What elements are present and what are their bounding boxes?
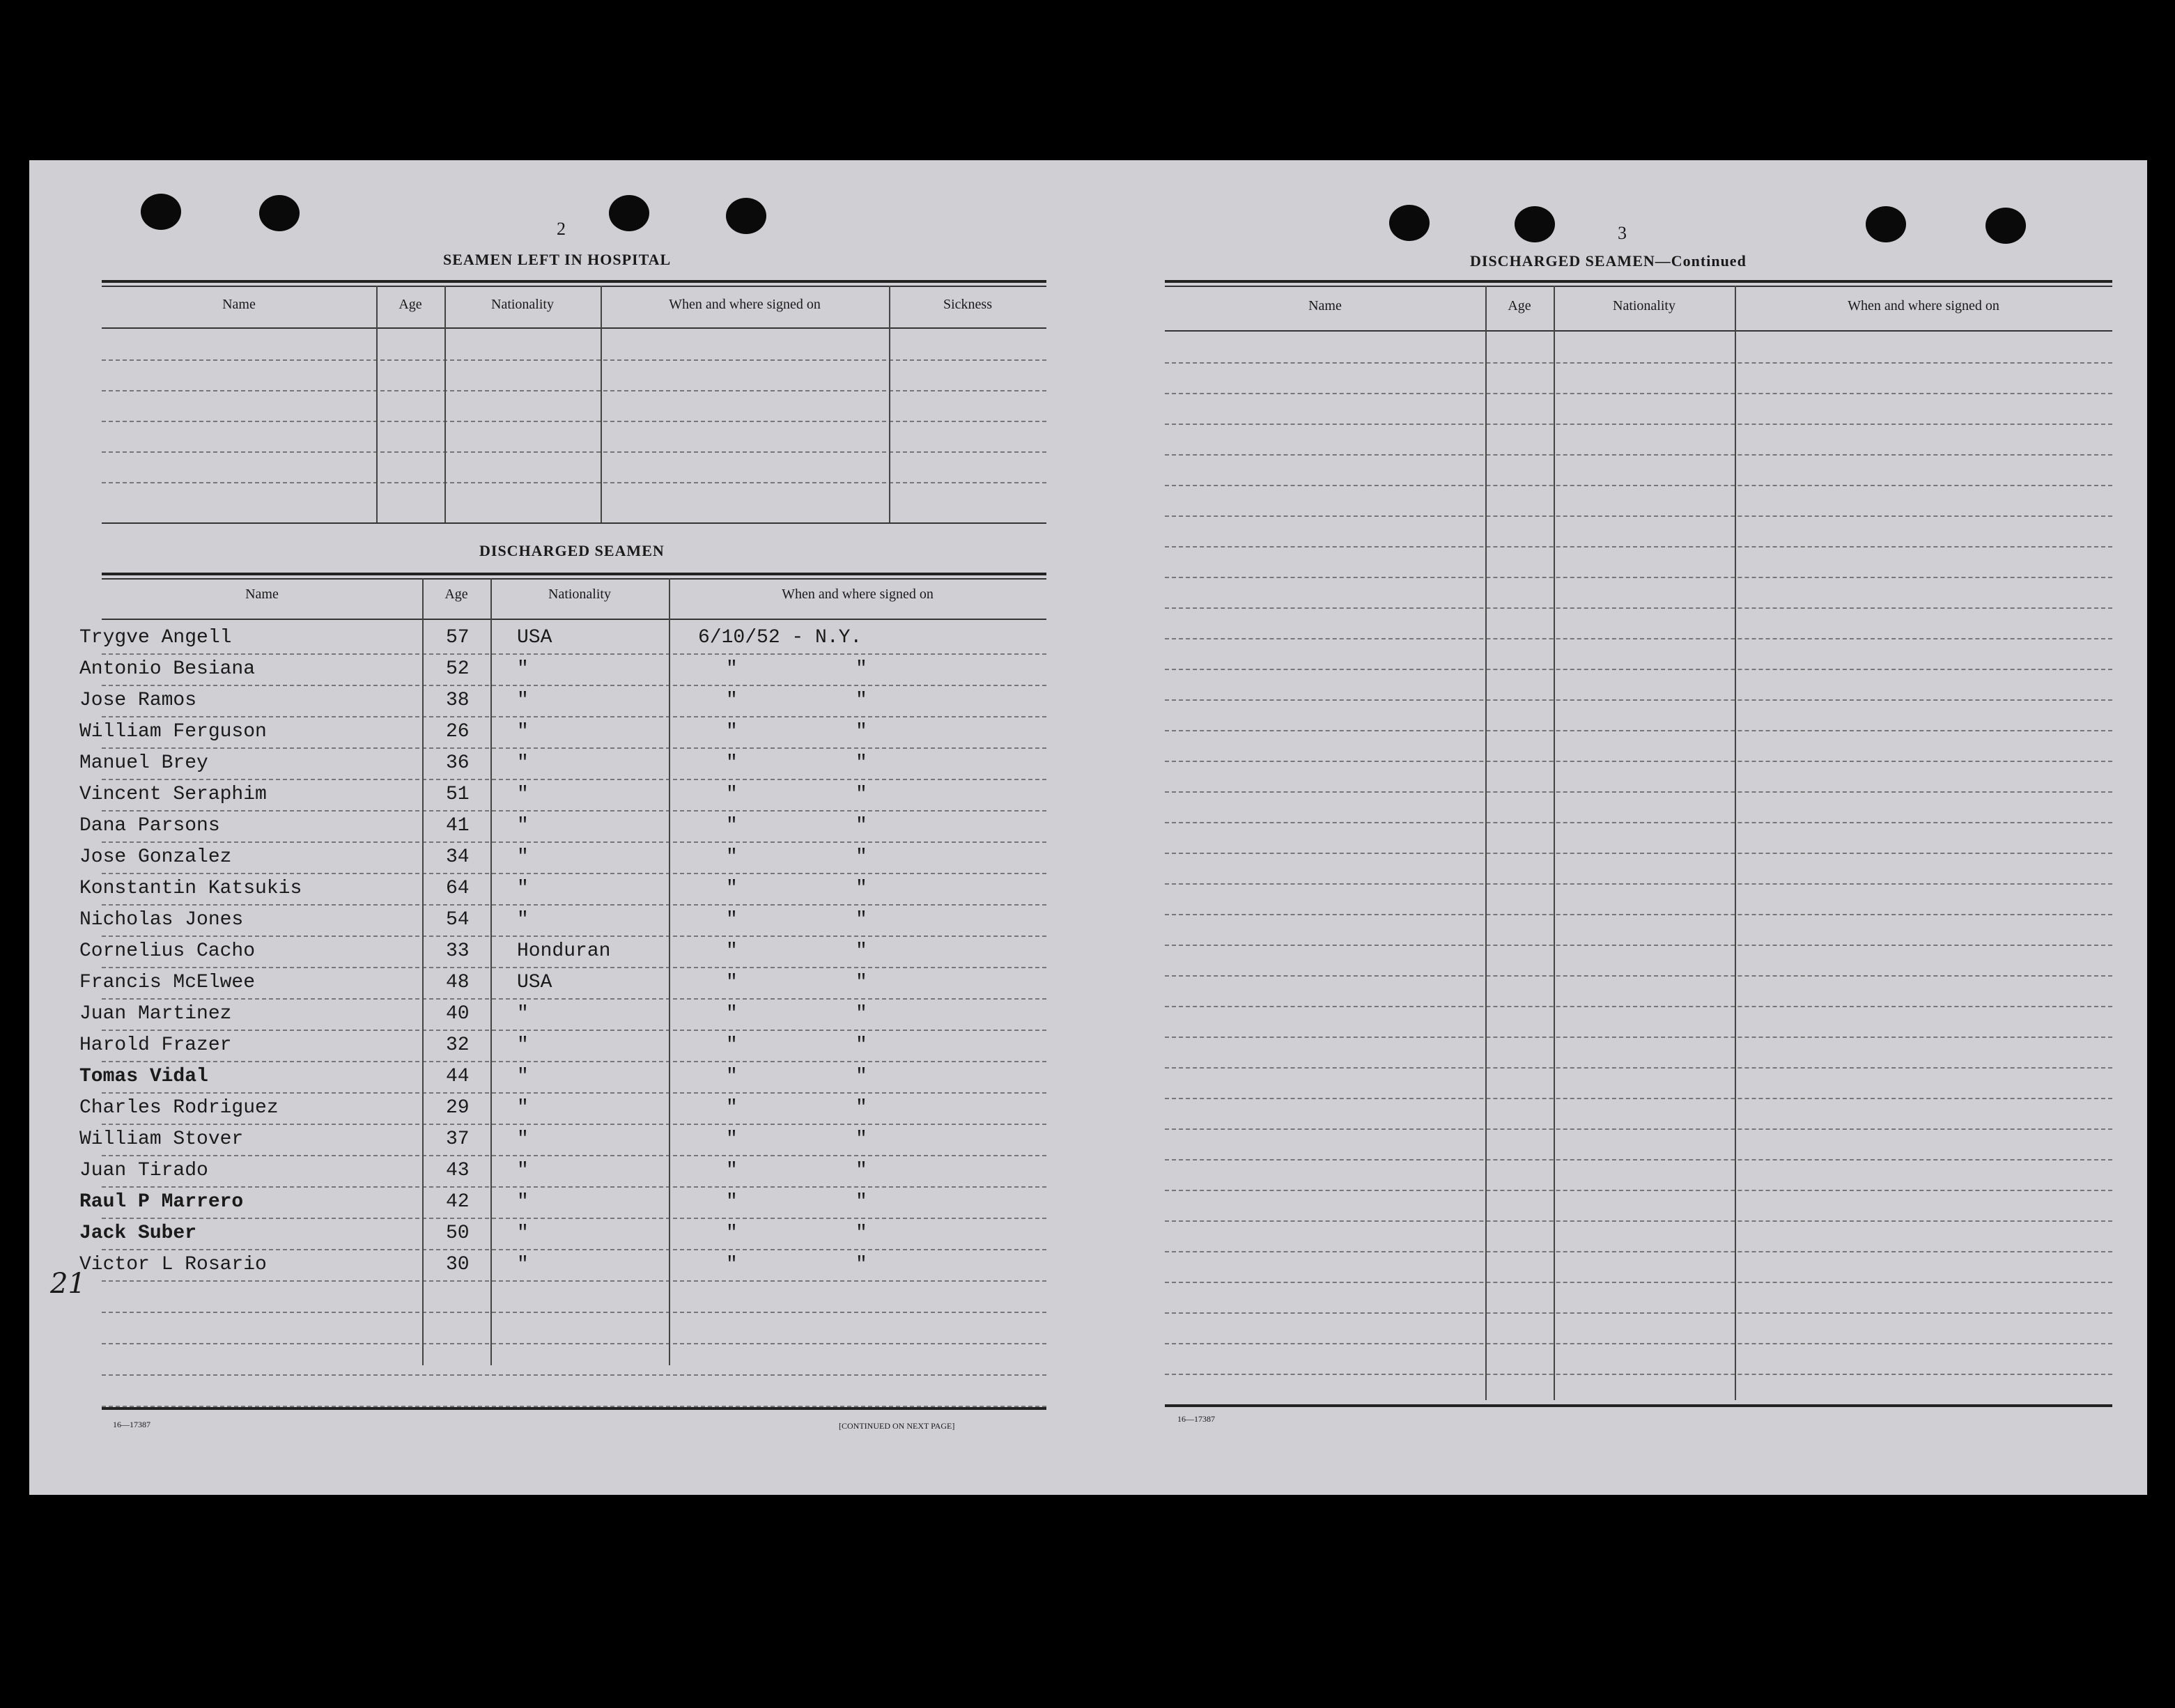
row-rule (102, 1124, 1046, 1125)
row-signed-ditto: " (856, 1222, 867, 1244)
rule (102, 619, 1046, 620)
row-rule (1165, 853, 2112, 854)
row-rule (102, 935, 1046, 937)
row-age: 29 (446, 1097, 470, 1119)
row-signed: " (726, 972, 738, 993)
row-nationality: " (517, 1222, 529, 1244)
row-name: Charles Rodriguez (79, 1097, 279, 1119)
row-signed: " (726, 1128, 738, 1150)
row-age: 41 (446, 815, 470, 837)
row-age: 36 (446, 752, 470, 774)
rule (102, 327, 1046, 329)
row-rule (102, 747, 1046, 749)
right-col-signed: When and where signed on (1848, 298, 1999, 313)
row-signed: " (726, 1191, 738, 1213)
punch-hole (1389, 205, 1430, 241)
row-age: 44 (446, 1066, 470, 1087)
page-number-left: 2 (557, 219, 566, 239)
row-rule (102, 1030, 1046, 1031)
row-nationality: " (517, 815, 529, 837)
rule (102, 1407, 1046, 1410)
row-age: 33 (446, 940, 470, 962)
row-rule (102, 1343, 1046, 1344)
row-rule (102, 1218, 1046, 1219)
rule (102, 390, 1046, 391)
row-name: Tomas Vidal (79, 1066, 208, 1087)
row-signed: " (726, 1034, 738, 1056)
continued-note: [CONTINUED ON NEXT PAGE] (839, 1421, 955, 1431)
document-page (29, 160, 2147, 1495)
row-signed: " (726, 815, 738, 837)
row-rule (102, 1249, 1046, 1250)
hospital-col-age: Age (398, 297, 422, 312)
col-divider (1485, 286, 1487, 1400)
row-age: 26 (446, 721, 470, 743)
row-signed-ditto: " (856, 909, 867, 931)
row-rule (102, 1312, 1046, 1313)
row-rule (1165, 1374, 2112, 1375)
row-rule (1165, 699, 2112, 701)
punch-hole (1866, 206, 1906, 242)
row-signed-ditto: " (856, 1003, 867, 1025)
row-name: William Ferguson (79, 721, 267, 743)
row-nationality: " (517, 658, 529, 680)
row-name: Francis McElwee (79, 972, 256, 993)
col-divider (889, 286, 890, 522)
col-divider (1735, 286, 1736, 1400)
row-age: 32 (446, 1034, 470, 1056)
row-rule (1165, 1343, 2112, 1344)
row-nationality: " (517, 1160, 529, 1181)
punch-hole (1986, 208, 2026, 244)
row-nationality: " (517, 878, 529, 899)
row-age: 52 (446, 658, 470, 680)
rule (102, 451, 1046, 453)
punch-hole (609, 195, 649, 231)
row-signed: " (726, 846, 738, 868)
row-rule (1165, 1006, 2112, 1007)
row-nationality: " (517, 1066, 529, 1087)
row-nationality: " (517, 690, 529, 711)
row-signed-ditto: " (856, 878, 867, 899)
row-rule (1165, 1067, 2112, 1069)
rule (102, 573, 1046, 575)
row-rule (1165, 1098, 2112, 1099)
row-rule (1165, 607, 2112, 609)
row-rule (1165, 1312, 2112, 1314)
row-name: William Stover (79, 1128, 244, 1150)
rule (1165, 286, 2112, 287)
form-number-right: 16—17387 (1177, 1414, 1215, 1424)
row-rule (102, 1092, 1046, 1094)
row-nationality: USA (517, 972, 552, 993)
row-age: 42 (446, 1191, 470, 1213)
row-rule (102, 1280, 1046, 1282)
page-number-right: 3 (1618, 223, 1627, 243)
row-signed: " (726, 784, 738, 805)
row-rule (1165, 1251, 2112, 1252)
row-signed-ditto: " (856, 1034, 867, 1056)
row-signed-ditto: " (856, 690, 867, 711)
row-rule (102, 1186, 1046, 1188)
row-age: 64 (446, 878, 470, 899)
row-rule (102, 653, 1046, 655)
row-signed-ditto: " (856, 784, 867, 805)
row-rule (102, 779, 1046, 780)
rule (102, 280, 1046, 283)
row-rule (1165, 669, 2112, 670)
row-nationality: " (517, 909, 529, 931)
row-signed-ditto: " (856, 846, 867, 868)
row-rule (1165, 945, 2112, 946)
row-signed: " (726, 940, 738, 962)
punch-hole (1515, 206, 1555, 242)
row-signed-ditto: " (856, 1066, 867, 1087)
row-nationality: " (517, 1191, 529, 1213)
row-rule (1165, 1128, 2112, 1130)
row-signed-ditto: " (856, 658, 867, 680)
row-signed-ditto: " (856, 940, 867, 962)
discharged-col-signed: When and where signed on (782, 587, 934, 602)
row-age: 40 (446, 1003, 470, 1025)
row-rule (1165, 424, 2112, 425)
row-nationality: " (517, 1097, 529, 1119)
row-name: Manuel Brey (79, 752, 208, 774)
row-rule (102, 873, 1046, 874)
row-age: 43 (446, 1160, 470, 1181)
discharged-col-age: Age (444, 587, 468, 602)
row-signed: 6/10/52 - N.Y. (698, 627, 862, 649)
row-name: Trygve Angell (79, 627, 232, 649)
right-section-title (1470, 252, 1747, 270)
row-name: Victor L Rosario (79, 1254, 267, 1275)
row-signed-ditto: " (856, 1254, 867, 1275)
rule (102, 482, 1046, 483)
right-col-age: Age (1508, 298, 1531, 313)
right-title-main: DISCHARGED SEAMEN (1470, 252, 1655, 270)
rule (102, 578, 1046, 580)
row-rule (102, 904, 1046, 906)
row-rule (1165, 577, 2112, 578)
row-rule (1165, 362, 2112, 364)
row-signed: " (726, 878, 738, 899)
row-rule (1165, 454, 2112, 456)
row-rule (1165, 975, 2112, 977)
row-signed-ditto: " (856, 1097, 867, 1119)
row-name: Juan Tirado (79, 1160, 208, 1181)
row-name: Nicholas Jones (79, 909, 244, 931)
row-rule (102, 1155, 1046, 1156)
row-signed: " (726, 1160, 738, 1181)
row-age: 48 (446, 972, 470, 993)
row-age: 57 (446, 627, 470, 649)
hospital-col-sickness: Sickness (943, 297, 992, 312)
right-col-name: Name (1308, 298, 1342, 313)
row-age: 51 (446, 784, 470, 805)
row-rule (102, 810, 1046, 812)
row-nationality: " (517, 721, 529, 743)
row-rule (1165, 761, 2112, 762)
discharged-section-title: DISCHARGED SEAMEN (479, 542, 665, 559)
hospital-col-name: Name (222, 297, 256, 312)
row-nationality: USA (517, 627, 552, 649)
row-rule (1165, 822, 2112, 823)
row-name: Jose Ramos (79, 690, 197, 711)
rule (102, 286, 1046, 287)
row-nationality: " (517, 1034, 529, 1056)
row-name: Jack Suber (79, 1222, 197, 1244)
row-rule (102, 1061, 1046, 1062)
row-signed-ditto: " (856, 1128, 867, 1150)
row-rule (102, 716, 1046, 717)
row-rule (1165, 1037, 2112, 1038)
row-signed: " (726, 721, 738, 743)
rule (102, 359, 1046, 361)
hospital-col-signed: When and where signed on (669, 297, 821, 312)
row-rule (1165, 485, 2112, 486)
col-divider (669, 578, 670, 1365)
rule (1165, 280, 2112, 283)
row-age: 30 (446, 1254, 470, 1275)
form-number-left: 16—17387 (113, 1420, 150, 1429)
rule (1165, 1404, 2112, 1407)
row-signed-ditto: " (856, 1160, 867, 1181)
row-signed-ditto: " (856, 1191, 867, 1213)
row-rule (1165, 883, 2112, 885)
row-nationality: Honduran (517, 940, 611, 962)
rule (1165, 330, 2112, 332)
row-signed: " (726, 909, 738, 931)
row-name: Dana Parsons (79, 815, 220, 837)
right-col-nationality: Nationality (1613, 298, 1675, 313)
hospital-col-nationality: Nationality (491, 297, 554, 312)
row-signed: " (726, 1003, 738, 1025)
row-name: Juan Martinez (79, 1003, 232, 1025)
col-divider (444, 286, 446, 522)
row-name: Harold Frazer (79, 1034, 232, 1056)
punch-hole (259, 195, 300, 231)
row-signed: " (726, 1097, 738, 1119)
row-age: 37 (446, 1128, 470, 1150)
row-signed: " (726, 1254, 738, 1275)
row-rule (1165, 515, 2112, 517)
row-signed: " (726, 1222, 738, 1244)
row-signed: " (726, 752, 738, 774)
row-signed-ditto: " (856, 815, 867, 837)
row-signed-ditto: " (856, 972, 867, 993)
row-rule (1165, 914, 2112, 915)
row-name: Antonio Besiana (79, 658, 256, 680)
col-divider (422, 578, 424, 1365)
row-rule (1165, 1190, 2112, 1191)
row-rule (102, 998, 1046, 1000)
row-nationality: " (517, 1254, 529, 1275)
row-nationality: " (517, 784, 529, 805)
row-rule (102, 841, 1046, 843)
row-signed-ditto: " (856, 721, 867, 743)
row-rule (1165, 1220, 2112, 1222)
row-rule (1165, 546, 2112, 548)
row-nationality: " (517, 1003, 529, 1025)
col-divider (376, 286, 378, 522)
row-rule (1165, 638, 2112, 639)
row-nationality: " (517, 752, 529, 774)
discharged-col-name: Name (245, 587, 279, 602)
handwritten-count: 21 (50, 1268, 86, 1300)
row-name: Cornelius Cacho (79, 940, 256, 962)
row-rule (1165, 393, 2112, 394)
row-name: Konstantin Katsukis (79, 878, 302, 899)
row-signed: " (726, 1066, 738, 1087)
punch-hole (726, 198, 766, 234)
hospital-section-title: SEAMEN LEFT IN HOSPITAL (443, 251, 672, 268)
row-nationality: " (517, 1128, 529, 1150)
discharged-col-nationality: Nationality (548, 587, 611, 602)
row-age: 38 (446, 690, 470, 711)
row-rule (1165, 730, 2112, 731)
row-signed: " (726, 658, 738, 680)
row-rule (102, 685, 1046, 686)
row-name: Vincent Seraphim (79, 784, 267, 805)
row-name: Raul P Marrero (79, 1191, 244, 1213)
row-rule (1165, 791, 2112, 793)
row-name: Jose Gonzalez (79, 846, 232, 868)
rule (102, 421, 1046, 422)
row-age: 54 (446, 909, 470, 931)
row-nationality: " (517, 846, 529, 868)
row-signed: " (726, 690, 738, 711)
col-divider (490, 578, 492, 1365)
col-divider (601, 286, 602, 522)
row-age: 50 (446, 1222, 470, 1244)
row-rule (1165, 1159, 2112, 1160)
row-signed-ditto: " (856, 752, 867, 774)
rule (102, 522, 1046, 524)
punch-hole (141, 194, 181, 230)
row-age: 34 (446, 846, 470, 868)
col-divider (1554, 286, 1555, 1400)
right-title-continued: —Continued (1655, 252, 1747, 270)
row-rule (102, 1374, 1046, 1376)
row-rule (102, 967, 1046, 968)
row-rule (1165, 1282, 2112, 1283)
